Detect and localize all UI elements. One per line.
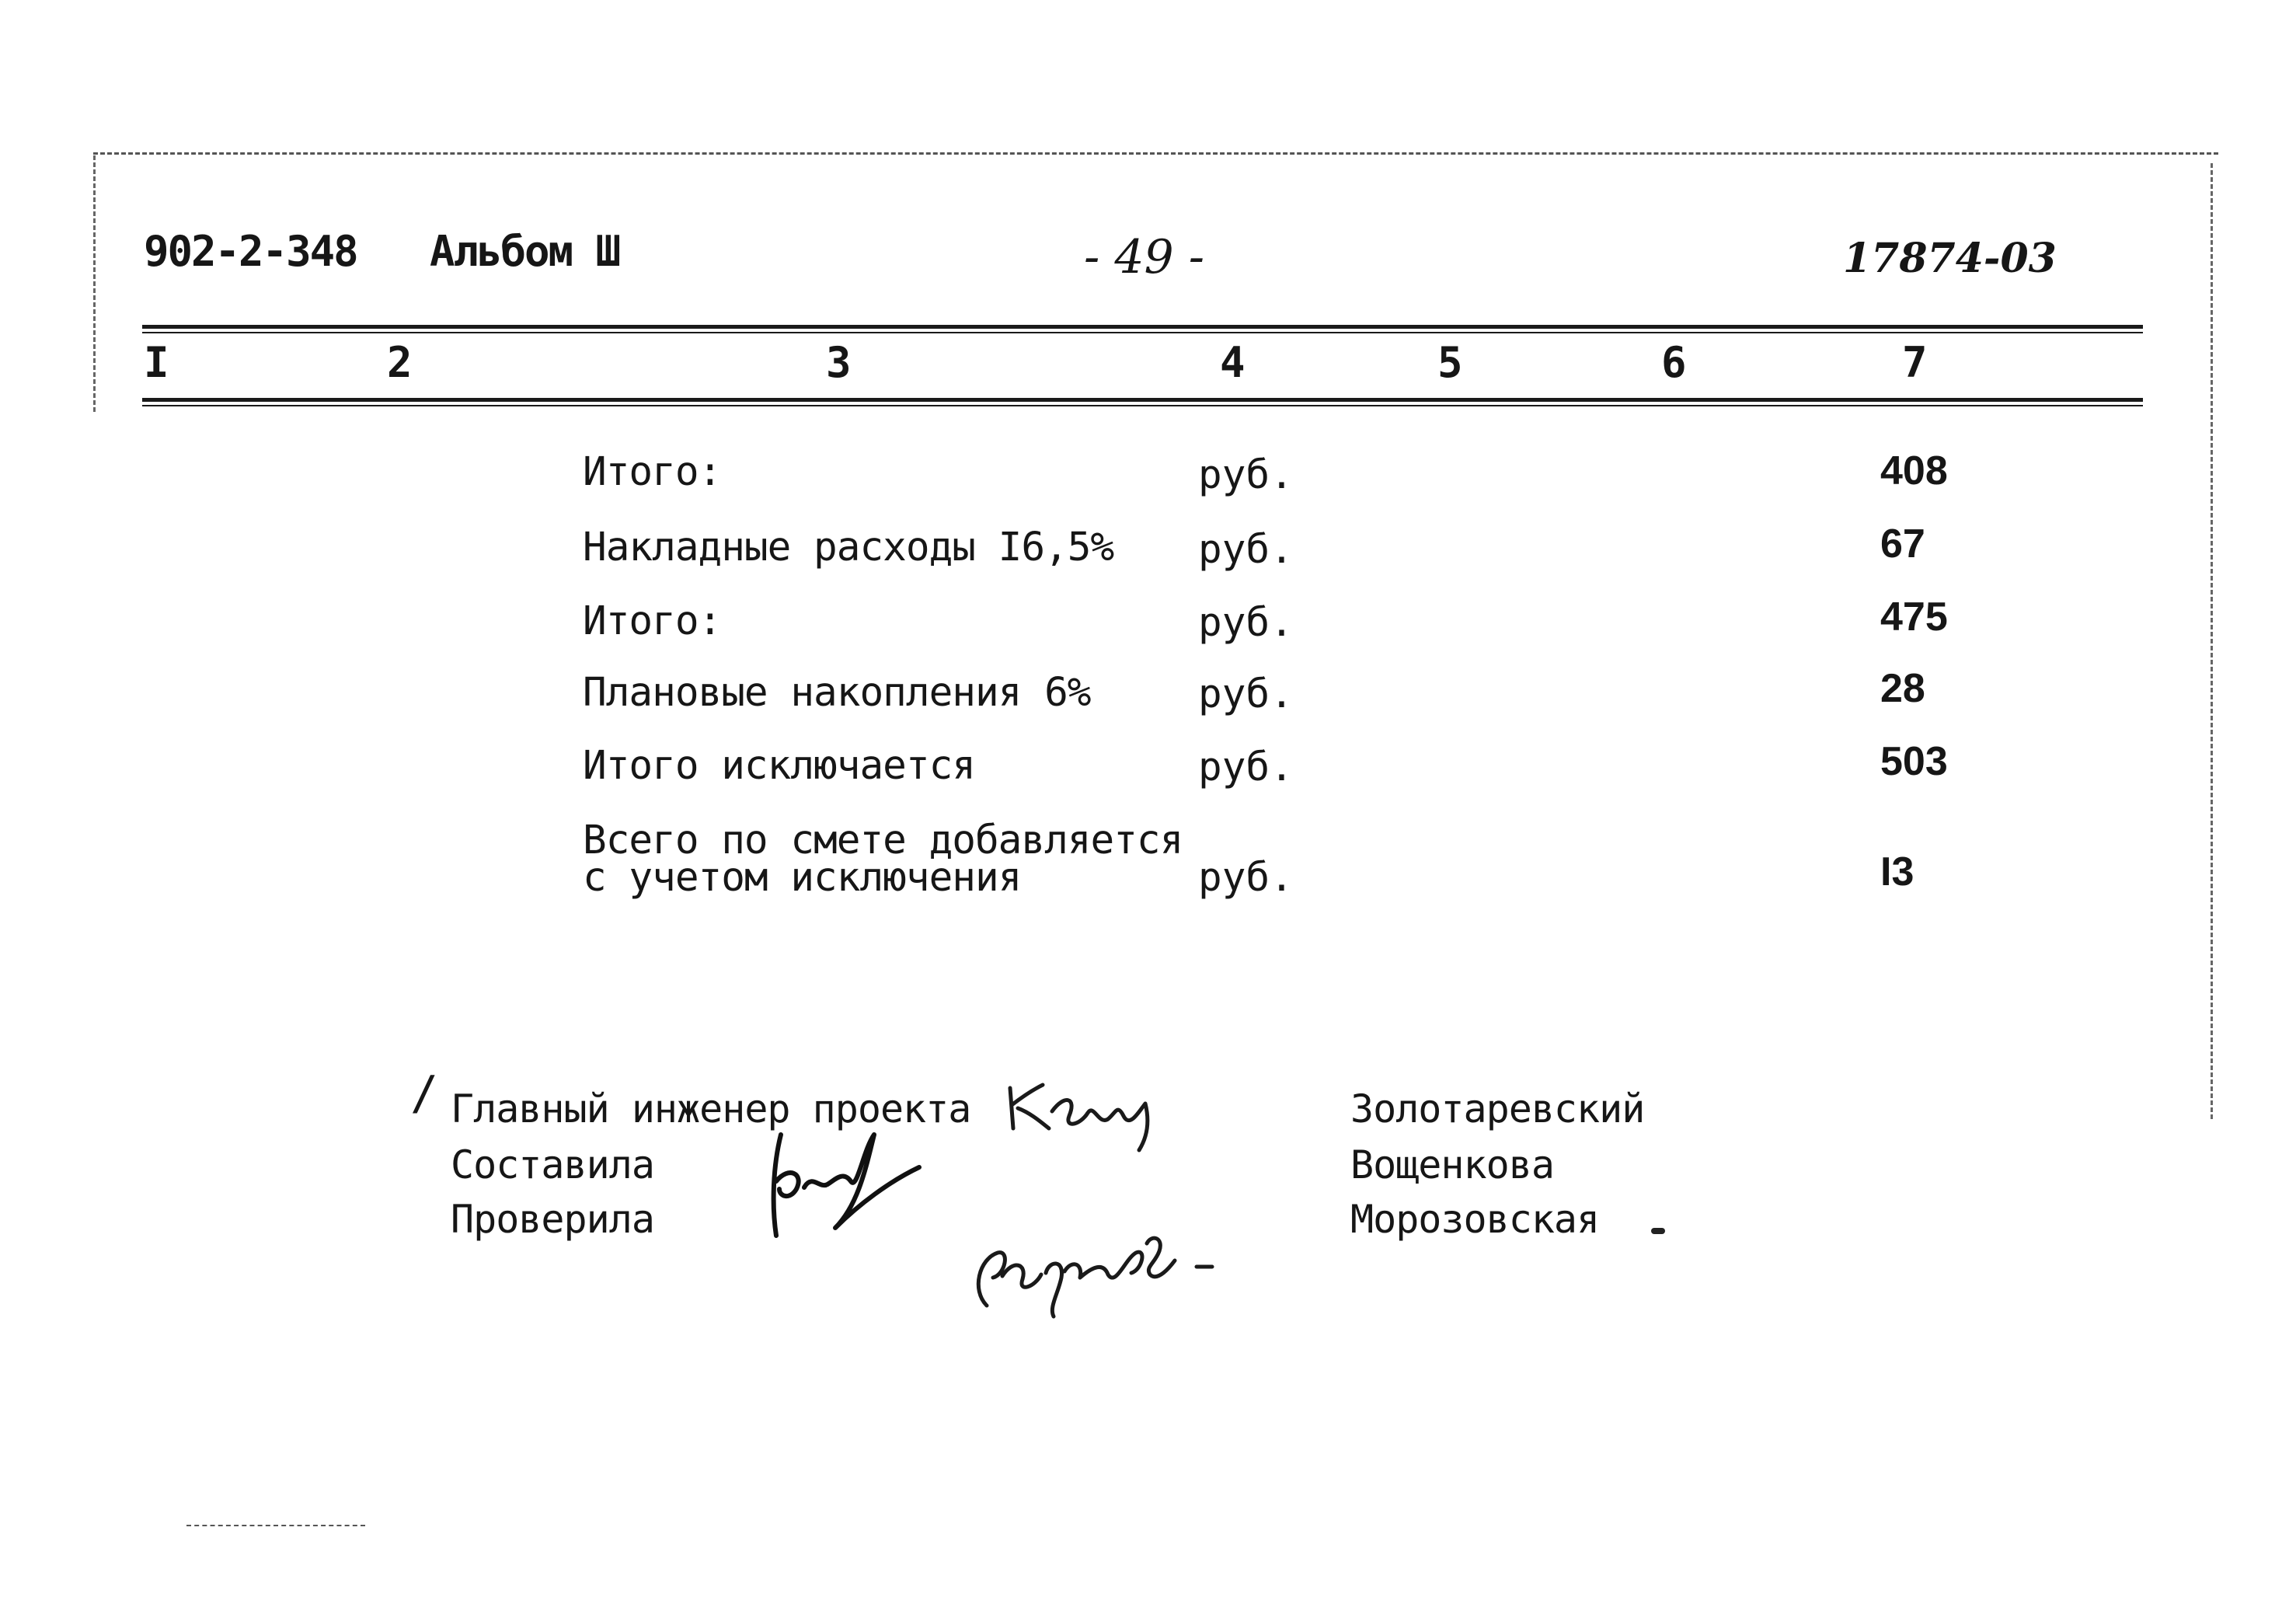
frame-left-border [93, 155, 96, 412]
row-5-label: Итого исключается [583, 743, 975, 789]
row-3-unit: руб. [1198, 600, 1294, 646]
handwritten-signature-chief-engineer [1002, 1057, 1189, 1158]
row-5-unit: руб. [1198, 744, 1294, 790]
header-rule-top-thin [142, 332, 2143, 333]
signature-role-compiled: Составила [451, 1142, 654, 1187]
row-1-value: 408 [1880, 448, 1948, 493]
handwritten-signature-checked [956, 1212, 1251, 1321]
frame-top-border [93, 152, 2218, 155]
row-2-unit: руб. [1198, 527, 1294, 573]
header-rule-top [142, 325, 2143, 329]
row-6-unit: руб. [1198, 855, 1294, 901]
row-4-label: Плановые накопления 6% [583, 670, 1091, 716]
row-4-value: 28 [1880, 666, 1925, 711]
row-3-label: Итого: [583, 598, 722, 644]
frame-right-border [2211, 163, 2213, 1119]
row-6-value: I3 [1880, 849, 1914, 894]
header-rule-bottom-thin [142, 405, 2143, 406]
row-6-label-line-2: с учетом исключения [583, 855, 1022, 901]
slash-mark: / [410, 1066, 439, 1121]
page-number: - 49 - [1084, 230, 1205, 284]
row-2-value: 67 [1880, 521, 1925, 567]
signature-name-chief-engineer: Золотаревский [1350, 1086, 1645, 1132]
signature-role-chief-engineer: Главный инженер проекта [451, 1086, 971, 1132]
column-number-1: I [144, 338, 169, 387]
document-code: 902-2-348 [144, 227, 357, 276]
signature-role-checked: Проверила [451, 1197, 654, 1242]
signature-name-compiled: Вощенкова [1350, 1142, 1554, 1187]
header-rule-bottom [142, 398, 2143, 402]
row-4-unit: руб. [1198, 671, 1294, 717]
column-number-5: 5 [1437, 338, 1463, 387]
inventory-number: 17874-03 [1843, 235, 2057, 282]
scan-mark [1651, 1228, 1665, 1234]
column-number-7: 7 [1902, 338, 1928, 387]
handwritten-signature-compiled [758, 1119, 929, 1243]
row-1-label: Итого: [583, 449, 722, 495]
column-number-3: 3 [826, 338, 852, 387]
row-2-label: Накладные расходы I6,5% [583, 525, 1114, 570]
column-number-6: 6 [1661, 338, 1687, 387]
column-number-4: 4 [1220, 338, 1246, 387]
signature-name-checked: Морозовская [1350, 1197, 1600, 1242]
row-5-value: 503 [1880, 739, 1948, 784]
row-1-unit: руб. [1198, 452, 1294, 498]
scan-dash-bottom [186, 1525, 365, 1526]
row-6-label-line-1: Всего по смете добавляется [583, 818, 1183, 863]
album-label: Альбом Ш [430, 227, 620, 276]
row-3-value: 475 [1880, 595, 1948, 640]
column-number-2: 2 [387, 338, 413, 387]
